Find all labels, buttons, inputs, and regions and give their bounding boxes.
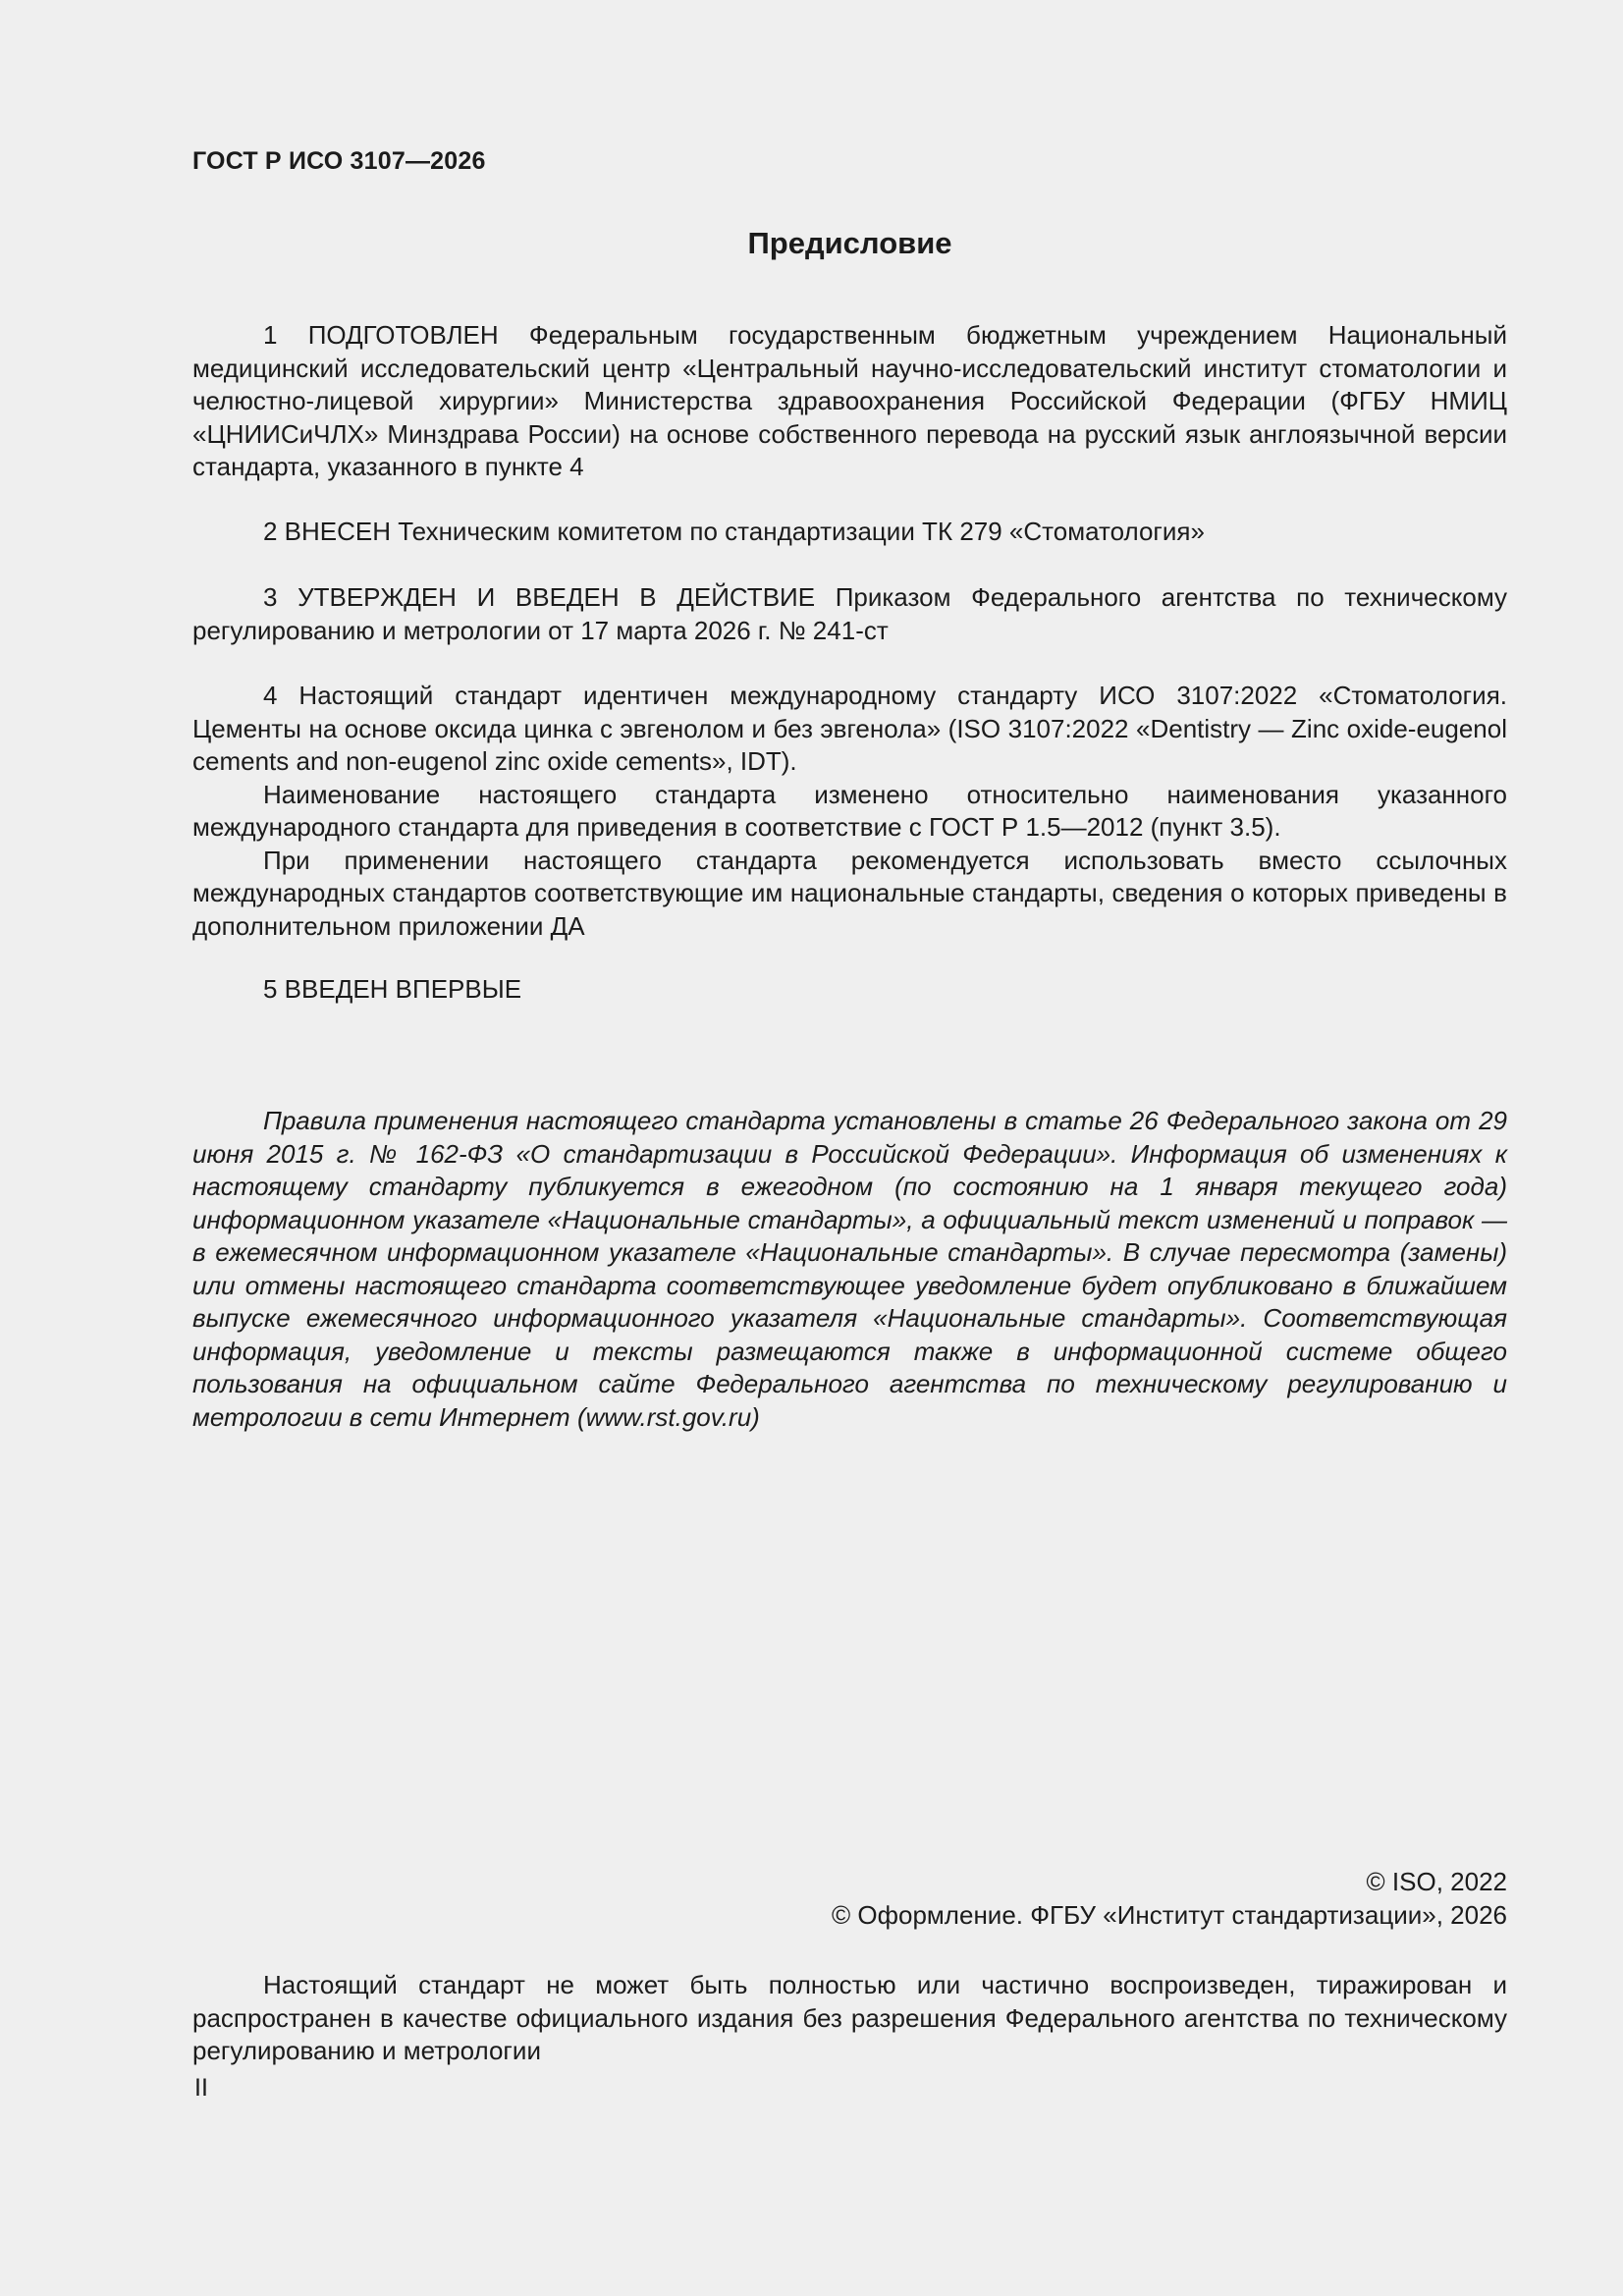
- item-4-name-note: Наименование настоящего стандарта изменено относительно наименования указанного международного стандарта для приведения в соответствие с ГОСТ Р 1.5—2012 (пункт 3.5).: [192, 779, 1507, 842]
- foreword-item-2: [192, 516, 1507, 549]
- rules-note-text: Правила применения настоящего стандарта установлены в статье 26 Федерального закона от 29 июня 2015 г. № 162-ФЗ «О стандартизации в Российской Федерации». Информация об изменениях к настоящему стандарту публикуется в ежегодном (по состоянию на 1 января текущего года) информационном указателе «Национальные стандарты», а официальный текст изменений и поправок — в ежемесячном информационном указателе «Национальные стандарты». В случае пересмотра (замены) или отмены настоящего стандарта соответствующее уведомление будет опубликовано в ближайшем выпуске ежемесячного информационного указателя «Национальные стандарты». Соответствующая информация, уведомление и тексты размещаются также в информационной системе общего пользования на официальном сайте Федерального агентства по техническому регулированию и метрологии в сети Интернет (www.rst.gov.ru): [192, 1106, 1507, 1432]
- rules-note: [192, 1105, 1507, 1434]
- foreword-item-5: [192, 973, 1507, 1007]
- item-4-refs-note: При применении настоящего стандарта рекомендуется использовать вместо ссылочных международных стандартов соответствующие им национальные стандарты, сведения о которых приведены в дополнительном приложении ДА: [192, 845, 1507, 941]
- item-4-text: 4 Настоящий стандарт идентичен международному стандарту ИСО 3107:2022 «Стоматология. Цементы на основе оксида цинка с эвгенолом и без эвгенола» (ISO 3107:2022 «Dentistry — Zinc oxide-eugenol cements and non-eugenol zinc oxide cements», IDT).: [192, 681, 1507, 776]
- item-1-text: 1 ПОДГОТОВЛЕН Федеральным государственным бюджетным учреждением Национальный медицинский исследовательский центр «Центральный научно-исследовательский институт стоматологии и челюстно-лицевой хирургии» Министерства здравоохранения Российской Федерации (ФГБУ НМИЦ «ЦНИИСиЧЛХ» Минздрава России) на основе собственного перевода на русский язык англоязычной версии стандарта, указанного в пункте 4: [192, 320, 1507, 481]
- document-code: ГОСТ Р ИСО 3107—2026: [192, 147, 486, 175]
- copyright-iso: © ISO, 2022: [1366, 1867, 1507, 1896]
- page-number: II: [194, 2074, 208, 2102]
- reproduction-note-text: Настоящий стандарт не может быть полностью или частично воспроизведен, тиражирован и распространен в качестве официального издания без разрешения Федерального агентства по техническому регулированию и метрологии: [192, 1970, 1507, 2065]
- foreword-item-4: [192, 680, 1507, 943]
- reproduction-note: [192, 1969, 1507, 2068]
- page-title: Предисловие: [747, 226, 952, 260]
- item-3-text: 3 УТВЕРЖДЕН И ВВЕДЕН В ДЕЙСТВИЕ Приказом Федерального агентства по техническому регулированию и метрологии от 17 марта 2026 г. № 241-ст: [192, 582, 1507, 645]
- copyright-block: [192, 1866, 1507, 1932]
- foreword-item-1: [192, 319, 1507, 484]
- item-5-text: 5 ВВЕДЕН ВПЕРВЫЕ: [263, 974, 522, 1004]
- copyright-design: © Оформление. ФГБУ «Институт стандартизации», 2026: [832, 1899, 1507, 1930]
- foreword-item-3: [192, 581, 1507, 647]
- item-2-text: 2 ВНЕСЕН Техническим комитетом по стандартизации ТК 279 «Стоматология»: [263, 517, 1205, 546]
